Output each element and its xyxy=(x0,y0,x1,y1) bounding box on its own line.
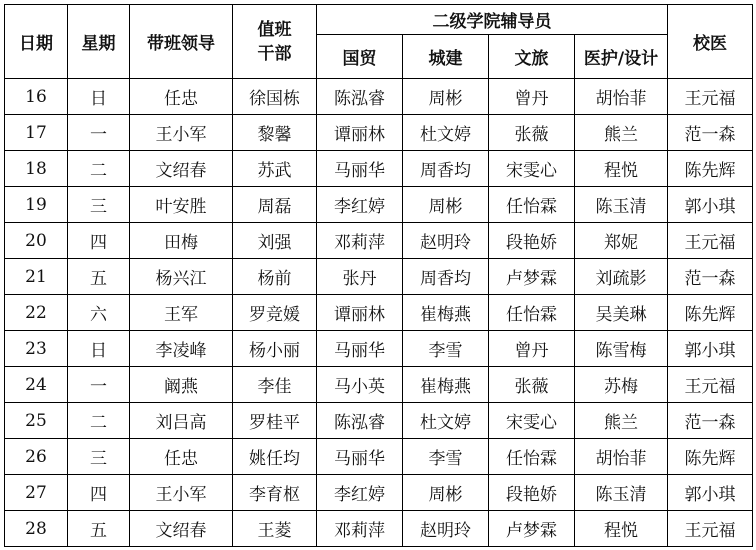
cell-lead: 王小军 xyxy=(130,475,233,511)
cell-counselor-medical-design: 熊兰 xyxy=(575,115,668,151)
cell-counselor-tourism: 宋雯心 xyxy=(489,403,575,439)
cell-weekday: 五 xyxy=(68,511,130,547)
cell-counselor-tourism: 曾丹 xyxy=(489,331,575,367)
cell-counselor-trade: 马丽华 xyxy=(317,439,403,475)
cell-counselor-construction: 周彬 xyxy=(403,475,489,511)
cell-counselor-tourism: 段艳娇 xyxy=(489,475,575,511)
cell-lead: 任忠 xyxy=(130,439,233,475)
cell-counselor-trade: 张丹 xyxy=(317,259,403,295)
cell-doctor: 陈先辉 xyxy=(668,151,753,187)
cell-counselor-construction: 赵明玲 xyxy=(403,511,489,547)
cell-counselor-construction: 周香均 xyxy=(403,151,489,187)
cell-counselor-trade: 陈泓睿 xyxy=(317,79,403,115)
cell-lead: 李凌峰 xyxy=(130,331,233,367)
cell-cadre: 黎馨 xyxy=(233,115,317,151)
cell-doctor: 陈先辉 xyxy=(668,439,753,475)
cell-counselor-medical-design: 程悦 xyxy=(575,511,668,547)
cell-doctor: 郭小琪 xyxy=(668,331,753,367)
cell-counselor-trade: 李红婷 xyxy=(317,475,403,511)
cell-date: 24 xyxy=(5,367,68,403)
header-counselor-construction: 城建 xyxy=(403,35,489,79)
cell-counselor-medical-design: 胡怡菲 xyxy=(575,439,668,475)
cell-date: 18 xyxy=(5,151,68,187)
cell-counselor-trade: 邓莉萍 xyxy=(317,223,403,259)
table-row xyxy=(5,259,753,295)
header-cadre-line1: 值班 xyxy=(257,19,292,40)
header-cadre-line2: 干部 xyxy=(257,43,292,64)
table-row xyxy=(5,403,753,439)
cell-doctor: 王元福 xyxy=(668,511,753,547)
cell-lead: 叶安胜 xyxy=(130,187,233,223)
cell-weekday: 日 xyxy=(68,79,130,115)
cell-doctor: 郭小琪 xyxy=(668,475,753,511)
cell-weekday: 四 xyxy=(68,475,130,511)
cell-counselor-construction: 周彬 xyxy=(403,187,489,223)
cell-counselor-tourism: 卢梦霖 xyxy=(489,511,575,547)
table-row xyxy=(5,367,753,403)
header-cadre xyxy=(233,5,317,79)
schedule-body xyxy=(5,79,753,547)
cell-lead: 阚燕 xyxy=(130,367,233,403)
header-counselors-group: 二级学院辅导员 xyxy=(317,5,668,35)
cell-counselor-construction: 崔梅燕 xyxy=(403,367,489,403)
cell-date: 20 xyxy=(5,223,68,259)
cell-counselor-trade: 李红婷 xyxy=(317,187,403,223)
cell-doctor: 范一森 xyxy=(668,403,753,439)
cell-weekday: 日 xyxy=(68,331,130,367)
table-row xyxy=(5,475,753,511)
cell-lead: 王小军 xyxy=(130,115,233,151)
cell-weekday: 二 xyxy=(68,151,130,187)
cell-counselor-trade: 邓莉萍 xyxy=(317,511,403,547)
header-lead: 带班领导 xyxy=(130,5,233,79)
cell-weekday: 四 xyxy=(68,223,130,259)
cell-doctor: 王元福 xyxy=(668,223,753,259)
cell-cadre: 罗竞媛 xyxy=(233,295,317,331)
cell-cadre: 刘强 xyxy=(233,223,317,259)
header-counselor-trade: 国贸 xyxy=(317,35,403,79)
header-doctor: 校医 xyxy=(668,5,753,79)
cell-counselor-medical-design: 陈玉清 xyxy=(575,475,668,511)
cell-weekday: 二 xyxy=(68,403,130,439)
cell-date: 22 xyxy=(5,295,68,331)
cell-weekday: 一 xyxy=(68,367,130,403)
cell-counselor-construction: 周香均 xyxy=(403,259,489,295)
cell-cadre: 姚任均 xyxy=(233,439,317,475)
cell-date: 26 xyxy=(5,439,68,475)
cell-doctor: 王元福 xyxy=(668,79,753,115)
table-row xyxy=(5,331,753,367)
cell-counselor-medical-design: 陈雪梅 xyxy=(575,331,668,367)
cell-counselor-tourism: 卢梦霖 xyxy=(489,259,575,295)
cell-cadre: 苏武 xyxy=(233,151,317,187)
cell-counselor-trade: 马小英 xyxy=(317,367,403,403)
cell-date: 25 xyxy=(5,403,68,439)
cell-date: 16 xyxy=(5,79,68,115)
cell-cadre: 杨小丽 xyxy=(233,331,317,367)
cell-counselor-trade: 马丽华 xyxy=(317,331,403,367)
cell-weekday: 三 xyxy=(68,439,130,475)
cell-counselor-tourism: 宋雯心 xyxy=(489,151,575,187)
table-row xyxy=(5,151,753,187)
cell-lead: 刘吕高 xyxy=(130,403,233,439)
duty-schedule-table xyxy=(4,4,753,547)
cell-weekday: 五 xyxy=(68,259,130,295)
cell-counselor-tourism: 张薇 xyxy=(489,115,575,151)
cell-counselor-tourism: 张薇 xyxy=(489,367,575,403)
cell-weekday: 一 xyxy=(68,115,130,151)
cell-counselor-trade: 马丽华 xyxy=(317,151,403,187)
header-date: 日期 xyxy=(5,5,68,79)
cell-date: 27 xyxy=(5,475,68,511)
cell-counselor-tourism: 任怡霖 xyxy=(489,439,575,475)
table-row xyxy=(5,187,753,223)
cell-date: 23 xyxy=(5,331,68,367)
cell-weekday: 六 xyxy=(68,295,130,331)
cell-counselor-construction: 崔梅燕 xyxy=(403,295,489,331)
table-row xyxy=(5,439,753,475)
header-counselor-tourism: 文旅 xyxy=(489,35,575,79)
header-row-1 xyxy=(5,5,753,35)
cell-doctor: 范一森 xyxy=(668,259,753,295)
header-counselor-medical-design: 医护/设计 xyxy=(575,35,668,79)
cell-counselor-trade: 陈泓睿 xyxy=(317,403,403,439)
cell-counselor-tourism: 任怡霖 xyxy=(489,187,575,223)
cell-date: 21 xyxy=(5,259,68,295)
table-row xyxy=(5,223,753,259)
table-row xyxy=(5,79,753,115)
cell-cadre: 徐国栋 xyxy=(233,79,317,115)
cell-cadre: 李佳 xyxy=(233,367,317,403)
cell-date: 19 xyxy=(5,187,68,223)
table-row xyxy=(5,295,753,331)
cell-counselor-medical-design: 苏梅 xyxy=(575,367,668,403)
cell-lead: 杨兴江 xyxy=(130,259,233,295)
cell-doctor: 范一森 xyxy=(668,115,753,151)
cell-counselor-medical-design: 陈玉清 xyxy=(575,187,668,223)
cell-cadre: 罗桂平 xyxy=(233,403,317,439)
cell-counselor-construction: 李雪 xyxy=(403,331,489,367)
cell-counselor-medical-design: 郑妮 xyxy=(575,223,668,259)
cell-cadre: 杨前 xyxy=(233,259,317,295)
cell-counselor-construction: 赵明玲 xyxy=(403,223,489,259)
table-row xyxy=(5,115,753,151)
table-row xyxy=(5,511,753,547)
cell-lead: 文绍春 xyxy=(130,511,233,547)
cell-counselor-medical-design: 熊兰 xyxy=(575,403,668,439)
cell-counselor-medical-design: 胡怡菲 xyxy=(575,79,668,115)
cell-counselor-trade: 谭丽林 xyxy=(317,295,403,331)
cell-counselor-medical-design: 程悦 xyxy=(575,151,668,187)
cell-counselor-trade: 谭丽林 xyxy=(317,115,403,151)
cell-counselor-construction: 李雪 xyxy=(403,439,489,475)
cell-lead: 文绍春 xyxy=(130,151,233,187)
cell-weekday: 三 xyxy=(68,187,130,223)
cell-date: 17 xyxy=(5,115,68,151)
cell-doctor: 郭小琪 xyxy=(668,187,753,223)
cell-counselor-medical-design: 吴美琳 xyxy=(575,295,668,331)
cell-cadre: 周磊 xyxy=(233,187,317,223)
cell-cadre: 李育枢 xyxy=(233,475,317,511)
cell-counselor-tourism: 曾丹 xyxy=(489,79,575,115)
cell-counselor-construction: 杜文婷 xyxy=(403,115,489,151)
header-weekday: 星期 xyxy=(68,5,130,79)
cell-counselor-construction: 周彬 xyxy=(403,79,489,115)
cell-lead: 王军 xyxy=(130,295,233,331)
cell-lead: 田梅 xyxy=(130,223,233,259)
cell-cadre: 王菱 xyxy=(233,511,317,547)
cell-counselor-tourism: 任怡霖 xyxy=(489,295,575,331)
cell-date: 28 xyxy=(5,511,68,547)
cell-doctor: 陈先辉 xyxy=(668,295,753,331)
cell-doctor: 王元福 xyxy=(668,367,753,403)
cell-counselor-medical-design: 刘疏影 xyxy=(575,259,668,295)
cell-lead: 任忠 xyxy=(130,79,233,115)
cell-counselor-construction: 杜文婷 xyxy=(403,403,489,439)
cell-counselor-tourism: 段艳娇 xyxy=(489,223,575,259)
